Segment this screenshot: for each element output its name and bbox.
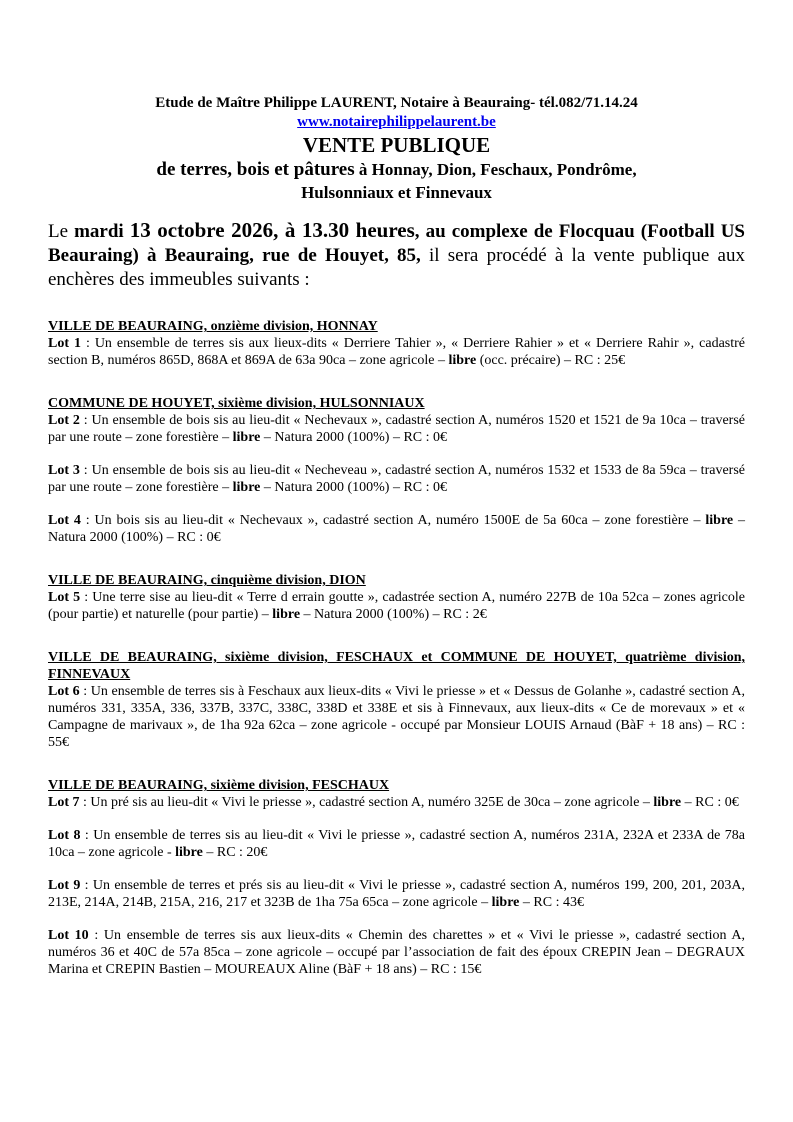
lot-label: Lot 5	[48, 590, 81, 605]
lot-label: Lot 1	[48, 336, 81, 351]
lot-10	[48, 927, 745, 978]
lot-text-end: – RC : 0€	[681, 795, 739, 810]
lot-1	[48, 335, 745, 369]
intro-text-1: Le	[48, 221, 75, 242]
section-hulsonniaux	[48, 395, 745, 546]
lot-text: : Un ensemble de bois sis au lieu-dit « Nechevaux », cadastré section A, numéros 1520 et 1521 de 9a 10ca – traversé par une route – zone forestière –	[48, 413, 745, 445]
lot-text-end: – Natura 2000 (100%) – RC : 0€	[260, 480, 448, 495]
notary-header: Etude de Maître Philippe LAURENT, Notaire à Beauraing- tél.082/71.14.24	[155, 95, 638, 111]
lot-status: libre	[705, 513, 734, 528]
lot-label: Lot 3	[48, 463, 80, 478]
section-dion	[48, 572, 745, 623]
lot-label: Lot 4	[48, 513, 81, 528]
website-link[interactable]: www.notairephilippelaurent.be	[297, 114, 496, 130]
section-feschaux	[48, 777, 745, 978]
section-title: VILLE DE BEAURAING, cinquième division, DION	[48, 573, 366, 588]
lot-6	[48, 683, 745, 751]
section-title: VILLE DE BEAURAING, sixième division, FESCHAUX	[48, 778, 390, 793]
section-title: VILLE DE BEAURAING, onzième division, HONNAY	[48, 319, 378, 334]
lot-4	[48, 512, 745, 546]
lot-label: Lot 7	[48, 795, 80, 810]
lot-text-end: – Natura 2000 (100%) – RC : 0€	[48, 513, 746, 545]
intro-location: , au complexe de Flocquau (Football US Beauraing) à Beauraing, rue de Houyet, 85,	[48, 221, 746, 266]
lot-label: Lot 2	[48, 413, 80, 428]
lot-5	[48, 589, 745, 623]
section-title: COMMUNE DE HOUYET, sixième division, HULSONNIAUX	[48, 396, 425, 411]
lot-text-end: – RC : 43€	[519, 895, 584, 910]
lot-3	[48, 462, 745, 496]
sale-subtitle-line2: Hulsonniaux et Finnevaux	[301, 183, 492, 202]
section-title: VILLE DE BEAURAING, sixième division, FESCHAUX et COMMUNE DE HOUYET, quatrième division, FINNEVAUX	[48, 650, 745, 682]
subtitle-part-b: à Honnay, Dion, Feschaux, Pondrôme,	[354, 160, 637, 179]
lot-text-end: – Natura 2000 (100%) – RC : 2€	[300, 607, 487, 622]
section-feschaux-finnevaux	[48, 649, 745, 751]
lot-status: libre	[653, 795, 682, 810]
lot-text-end: – Natura 2000 (100%) – RC : 0€	[260, 430, 448, 445]
lot-9	[48, 877, 745, 911]
lot-text: : Un pré sis au lieu-dit « Vivi le priesse », cadastré section A, numéro 325E de 30ca – zone agricole –	[79, 795, 654, 810]
sale-title: VENTE PUBLIQUE	[302, 133, 491, 157]
lot-status: libre	[232, 480, 261, 495]
lot-text-end: – RC : 20€	[202, 845, 268, 860]
lot-label: Lot 6	[48, 684, 80, 699]
lot-7	[48, 794, 745, 811]
lot-text: : Un ensemble de terres sis aux lieux-dits « Chemin des charettes » et « Vivi le priesse », cadastré section A, numéros 36 et 40C de 57a 85ca – zone agricole – occupé par l’association de fait des époux CREPIN Jean – DEGRAUX Marina et CREPIN Bastien – MOUREAUX Aline (BàF + 18 ans) – RC : 15€	[48, 928, 746, 977]
sale-subtitle	[48, 158, 745, 182]
lot-label: Lot 10	[48, 928, 89, 943]
lot-label: Lot 8	[48, 828, 81, 843]
lot-text: : Un ensemble de terres sis au lieu-dit « Vivi le priesse », cadastré section A, numéros 231A, 232A et 233A de 78a 10ca – zone agricole -	[48, 828, 746, 860]
lot-status: libre	[448, 353, 477, 368]
intro-text-5: il sera procédé à la vente publique aux enchères des immeubles suivants :	[48, 245, 745, 290]
intro-text-2: mardi	[74, 221, 130, 242]
lot-text: : Un ensemble de bois sis au lieu-dit « Necheveau », cadastré section A, numéros 1532 et 1533 de 8a 59ca – traversé par une route – zone forestière –	[48, 463, 745, 495]
lot-status: libre	[232, 430, 261, 445]
lot-8	[48, 827, 745, 861]
website-row	[48, 113, 745, 131]
lot-status: libre	[491, 895, 520, 910]
lot-status: libre	[272, 607, 301, 622]
notice-page	[48, 93, 745, 978]
lot-text-end: (occ. précaire) – RC : 25€	[476, 353, 626, 368]
lot-status: libre	[175, 845, 203, 860]
lot-text: : Un ensemble de terres et prés sis au lieu-dit « Vivi le priesse », cadastré section A, numéros 199, 200, 201, 203A, 213E, 214A, 214B, 215A, 216, 217 et 323B de 1ha 75a 65ca – zone agricole –	[48, 878, 746, 910]
lot-text: : Un bois sis au lieu-dit « Nechevaux », cadastré section A, numéro 1500E de 5a 60ca – zone forestière –	[80, 513, 706, 528]
lot-text: : Un ensemble de terres sis aux lieux-dits « Derriere Tahier », « Derriere Rahier » et « Derriere Rahir », cadastré section B, numéros 865D, 868A et 869A de 63a 90ca – zone agricole –	[48, 336, 746, 368]
section-honnay	[48, 318, 745, 369]
intro-paragraph	[48, 218, 745, 292]
lot-label: Lot 9	[48, 878, 81, 893]
subtitle-part-a: de terres, bois et pâtures	[156, 159, 355, 180]
lot-text: : Un ensemble de terres sis à Feschaux aux lieux-dits « Vivi le priesse » et « Dessus de Golanhe », cadastré section A, numéros 331, 335A, 336, 337B, 337C, 338C, 338D et 338E et sis à Finnevaux, aux lieux-dits « Ce de morevaux » et « Campagne de marivaux », de 1ha 92a 62ca – zone agricole - occupé par Monsieur LOUIS Arnaud (BàF + 18 ans) – RC : 55€	[48, 684, 746, 750]
intro-date: 13 octobre 2026, à 13.30 heures	[129, 218, 415, 242]
lot-2	[48, 412, 745, 446]
lot-text: : Une terre sise au lieu-dit « Terre d errain goutte », cadastrée section A, numéro 227B de 10a 52ca – zones agricole (pour partie) et naturelle (pour partie) –	[48, 590, 745, 622]
